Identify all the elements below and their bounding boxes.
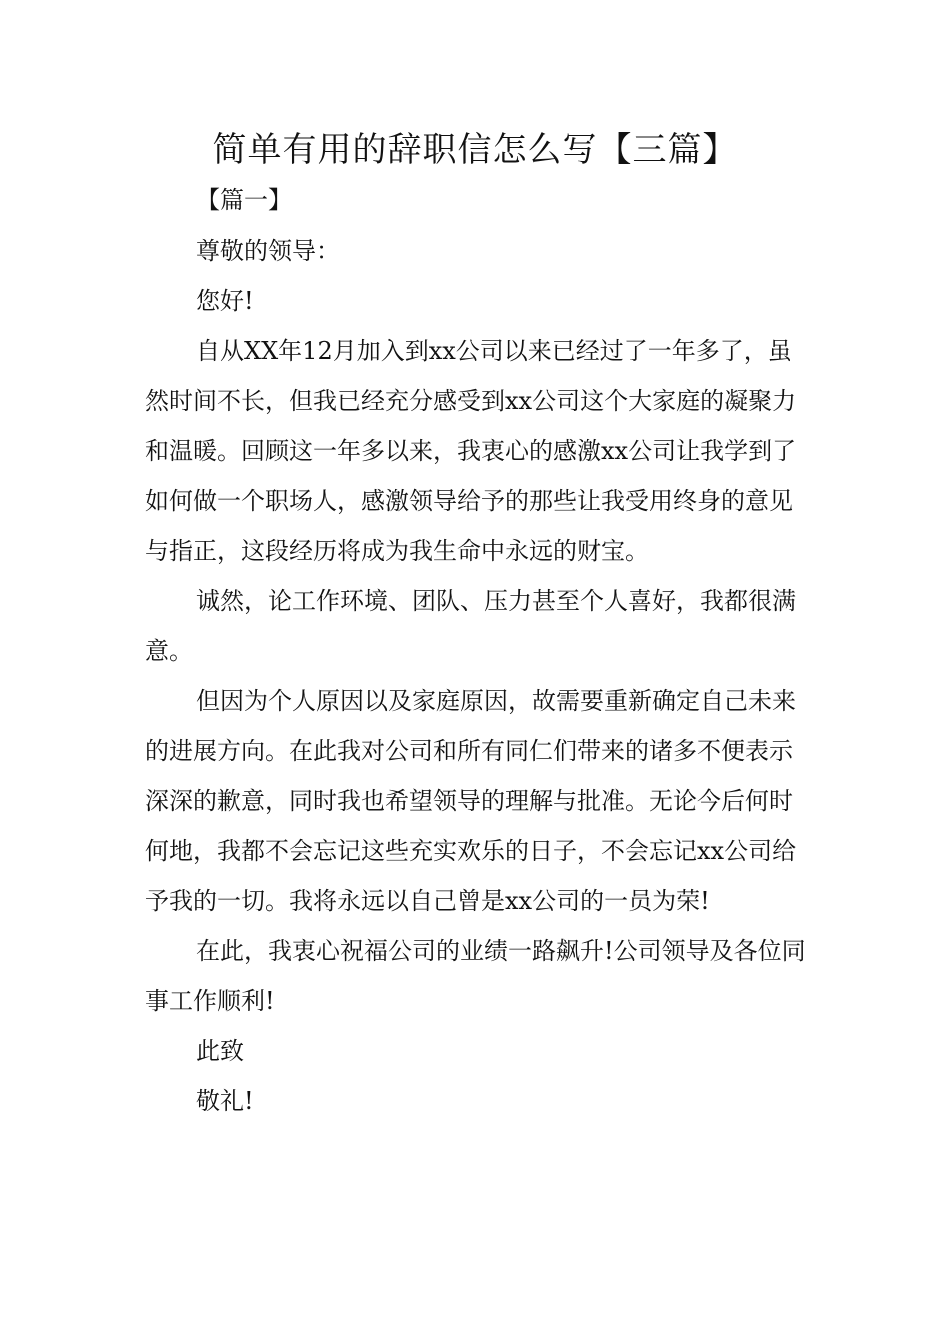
body-paragraph: 在此，我衷心祝福公司的业绩一路飙升!公司领导及各位同事工作顺利!: [145, 937, 806, 1015]
body-paragraph: 自从XX年12月加入到xx公司以来已经过了一年多了，虽然时间不长，但我已经充分感受到xx公司这个大家庭的凝聚力和温暖。回顾这一年多以来，我衷心的感激xx公司让我学到了如何做一个职场人，感激领导给予的那些让我受用终身的意见与指正，这段经历将成为我生命中永远的财宝。: [145, 337, 797, 565]
closing-line: 此致: [196, 1037, 244, 1065]
closing-salute: 敬礼!: [196, 1087, 254, 1115]
section-label: 【篇一】: [196, 186, 292, 214]
body-paragraph: 诚然，论工作环境、团队、压力甚至个人喜好，我都很满意。: [145, 587, 796, 665]
letter-body: [145, 226, 815, 1126]
document-title: 简单有用的辞职信怎么写【三篇】: [212, 130, 738, 170]
greeting: 您好!: [196, 287, 254, 315]
salutation: 尊敬的领导：: [196, 237, 340, 265]
body-paragraph: 但因为个人原因以及家庭原因，故需要重新确定自己未来的进展方向。在此我对公司和所有同仁们带来的诸多不便表示深深的歉意，同时我也希望领导的理解与批准。无论今后何时何地，我都不会忘记这些充实欢乐的日子，不会忘记xx公司给予我的一切。我将永远以自己曾是xx公司的一员为荣!: [145, 687, 797, 915]
